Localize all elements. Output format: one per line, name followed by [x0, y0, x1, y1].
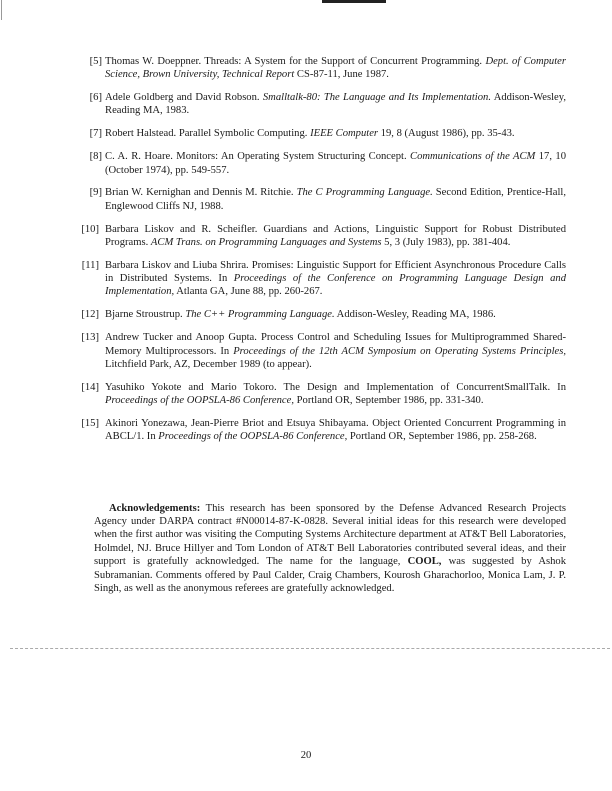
- scan-left-edge: [1, 0, 2, 20]
- reference-item: [81, 308, 566, 321]
- reference-number: [13]: [81, 332, 99, 344]
- reference-item: [88, 91, 566, 118]
- reference-number: [11]: [81, 259, 99, 271]
- reference-title: IEEE Computer: [310, 128, 379, 140]
- reference-text: 5, 3 (July 1983), pp. 381-404.: [381, 236, 511, 248]
- acknowledgements-text-2: was suggested by Ashok Subramanian. Comments offered by Paul Calder, Craig Chambers, Kourosh Gharachorloo, Monica Lam, J. P. Singh, as well as the anonymous referees are gratefully acknowledged.: [94, 556, 566, 595]
- reference-text: Portland OR, September 1986, pp. 331-340.: [293, 394, 484, 406]
- reference-text: Barbara Liskov and Liuba Shrira. Promises: Linguistic Support for Efficient Asynchronous Procedure Calls in Distributed Systems. In: [105, 259, 566, 285]
- reference-item: [81, 259, 566, 299]
- reference-number: [5]: [89, 56, 102, 67]
- reference-text: Litchfield Park, AZ, December 1989 (to appear).: [105, 358, 312, 370]
- reference-text: Addison-Wesley, Reading MA, 1986.: [334, 309, 496, 321]
- scan-top-mark: [322, 0, 386, 3]
- reference-text: Second Edition, Prentice-Hall, Englewood Cliffs NJ, 1988.: [105, 187, 566, 212]
- reference-item: [81, 417, 566, 444]
- reference-number: [9]: [89, 187, 102, 199]
- reference-item: [88, 186, 566, 213]
- reference-title: Proceedings of the OOPSLA-86 Conference,: [105, 394, 294, 406]
- reference-title: Smalltalk-80: The Language and Its Implementation.: [262, 92, 491, 104]
- reference-title: The C++ Programming Language.: [185, 309, 335, 321]
- reference-item: [88, 150, 566, 177]
- reference-text: CS-87-11, June 1987.: [294, 69, 389, 81]
- acknowledgements-heading: Acknowledgements:: [109, 502, 201, 514]
- reference-number: [6]: [89, 92, 102, 104]
- page-number: 20: [300, 750, 312, 761]
- scan-dashed-line: [10, 648, 610, 649]
- reference-text: Bjarne Stroustrup.: [105, 309, 186, 321]
- reference-text: Addison-Wesley, Reading MA, 1983.: [105, 92, 567, 117]
- reference-number: [8]: [89, 151, 102, 163]
- acknowledgements-paragraph: [94, 502, 566, 596]
- reference-text: Andrew Tucker and Anoop Gupta. Process Control and Scheduling Issues for Multiprogrammed Shared-Memory Multiprocessors. In: [105, 332, 566, 357]
- references-list: [81, 55, 567, 453]
- reference-text: Yasuhiko Yokote and Mario Tokoro. The Design and Implementation of ConcurrentSmallTalk. In: [105, 381, 566, 393]
- reference-text: 17, 10 (October 1974), pp. 549-557.: [105, 151, 566, 176]
- reference-title: The C Programming Language.: [296, 187, 433, 199]
- reference-text: Akinori Yonezawa, Jean-Pierre Briot and Etsuya Shibayama. Object Oriented Concurrent Programming in ABCL/1. In: [105, 417, 566, 443]
- reference-number: [7]: [89, 128, 102, 140]
- reference-item: [88, 127, 566, 140]
- reference-item: [88, 55, 566, 82]
- reference-item: [81, 331, 566, 371]
- reference-title: ACM Trans. on Programming Languages and Systems: [150, 236, 382, 248]
- reference-text: Brian W. Kernighan and Dennis M. Ritchie.: [105, 187, 297, 199]
- reference-text: Adele Goldberg and David Robson.: [105, 92, 263, 104]
- reference-text: 19, 8 (August 1986), pp. 35-43.: [378, 128, 515, 140]
- reference-number: [10]: [81, 223, 99, 235]
- reference-number: [12]: [81, 309, 99, 321]
- reference-number: [15]: [81, 417, 99, 429]
- reference-text: C. A. R. Hoare. Monitors: An Operating System Structuring Concept.: [105, 151, 410, 163]
- reference-item: [81, 381, 566, 408]
- reference-title: Proceedings of the Conference on Programming Language Design and Implementation,: [105, 273, 566, 298]
- reference-title: Proceedings of the OOPSLA-86 Conference,: [158, 431, 348, 443]
- reference-number: [14]: [81, 381, 99, 393]
- reference-title: Proceedings of the 12th ACM Symposium on Operating Systems Principles,: [233, 345, 566, 357]
- reference-item: [81, 223, 566, 250]
- reference-text: Barbara Liskov and R. Scheifler. Guardians and Actions, Linguistic Support for Robust Distributed Programs.: [105, 223, 566, 248]
- reference-text: Atlanta GA, June 88, pp. 260-267.: [174, 286, 323, 298]
- reference-text: Robert Halstead. Parallel Symbolic Computing.: [105, 128, 311, 140]
- reference-text: Portland OR, September 1986, pp. 258-268.: [347, 431, 537, 443]
- acknowledgements-text-1: This research has been sponsored by the Defense Advanced Research Projects Agency under DARPA contract #N00014-87-K-0828. Several initial ideas for this research were developed when the first author was visiting the Computing Systems Architecture department at AT&T Bell Laboratories, Holmdel, NJ. Bruce Hillyer and Tom London of AT&T Bell Laboratories contributed several ideas, and their support is gratefully acknowledged. The name for the language,: [94, 502, 566, 568]
- reference-title: Dept. of Computer Science, Brown University, Technical Report: [105, 56, 566, 81]
- reference-title: Communications of the ACM: [410, 151, 536, 163]
- reference-text: Thomas W. Doeppner. Threads: A System for the Support of Concurrent Programming.: [105, 56, 486, 67]
- language-name: COOL,: [407, 556, 442, 568]
